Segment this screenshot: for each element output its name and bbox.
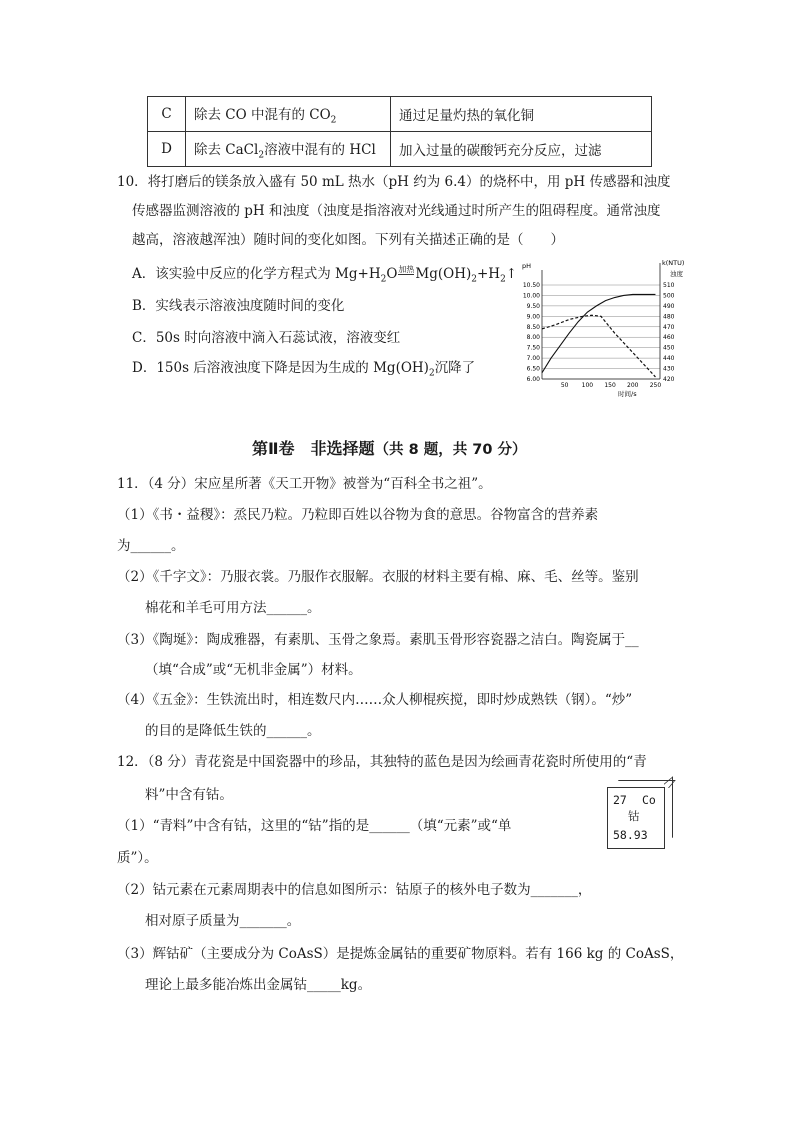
element-cell-side [664,776,673,845]
right-tick-label: 480 [663,313,675,321]
option-method: 通过足量灼热的氧化铜 [391,97,652,132]
q12-part3-line2: 理论上最多能冶炼出金属钴_____kg。 [145,977,372,993]
q12-part1-line2: 质”）。 [117,850,158,866]
right-axis-label: 浊度 [670,270,683,278]
q12-stem-line1: 12．（8 分）青花瓷是中国瓷器中的珍品，其独特的蓝色是因为绘画青花瓷时所使用的“青 [117,754,647,770]
q12-stem-line2: 料”中含有钴。 [145,787,233,803]
left-tick-label: 8.50 [526,323,540,331]
atomic-number: 27 [613,793,627,807]
right-tick-label: 490 [663,302,675,310]
condition-label: 加热 [398,265,415,274]
x-tick-label: 50 [560,382,569,389]
ph-turbidity-chart [515,255,695,400]
x-axis-label: 时间/s [618,390,637,398]
left-tick-label: 9.50 [526,302,540,310]
right-tick-label: 450 [663,344,675,352]
option-item: 除去 CaCl$_2$溶液中混有的 HCl [186,132,391,167]
right-tick-label: 420 [663,376,675,383]
right-tick-label: 440 [663,355,675,363]
q11-part2-line2: 棉花和羊毛可用方法______。 [145,600,321,616]
left-tick-label: 10.00 [522,292,540,300]
option-letter: D [148,132,186,167]
solid-series-line [542,294,655,372]
left-tick-label: 10.50 [522,282,540,289]
q12-part2-line2: 相对原子质量为_______。 [145,913,301,929]
right-tick-label: 500 [663,292,675,300]
x-tick-label: 250 [649,382,662,389]
q10-option-a: A．该实验中反应的化学方程式为 $Mg+H_2O$加热$Mg(OH)_2+H_2↑$ [132,265,518,285]
right-tick-label: 430 [663,365,675,373]
right-tick-label: 470 [663,323,675,331]
q10-option-b: B．实线表示溶液浊度随时间的变化 [132,298,345,314]
element-cell [607,787,665,849]
q11-part1-line1: （1）《书・益稷》：烝民乃粒。乃粒即百姓以谷物为食的意思。谷物富含的营养素 [117,507,599,523]
atomic-mass: 58.93 [613,828,648,842]
left-tick-label: 6.00 [526,376,540,383]
options-table [147,96,652,167]
q12-part1-line1: （1）“青料”中含有钴，这里的“钴”指的是______（填“元素”或“单 [117,818,512,834]
chart-series [542,294,655,377]
table-row [148,97,652,132]
left-axis-label: pH [522,262,532,270]
right-tick-label: 510 [663,282,675,289]
left-tick-label: 9.00 [526,313,540,321]
q10-option-d: D．150s 后溶液浊度下降是因为生成的 $Mg(OH)_2$沉降了 [132,360,476,379]
left-tick-label: 6.50 [526,365,540,373]
option-method: 加入过量的碳酸钙充分反应，过滤 [391,132,652,167]
q11-part2-line1: （2）《千字文》：乃服衣裳。乃服作衣服解。衣服的材料主要有棉、麻、毛、丝等。鉴别 [117,569,639,585]
q12-part3-line1: （3）辉钴矿（主要成分为 CoAsS）是提炼金属钴的重要矿物原料。若有 166 kg 的 CoAsS， [117,946,684,962]
chart-grid [542,285,660,379]
dashed-series-line [542,315,655,377]
x-tick-label: 100 [581,382,594,389]
element-symbol: Co [642,793,656,807]
x-tick-label: 150 [604,382,616,389]
q10-line1: 10．将打磨后的镁条放入盛有 50 mL 热水（pH 约为 6.4）的烧杯中，用 pH 传感器和浊度 [117,174,671,190]
section-heading: 第Ⅱ卷 非选择题（共 8 题，共 70 分） [252,439,527,458]
q11-part3-line2: （填“合成”或“无机非金属”）材料。 [145,662,362,678]
left-tick-label: 8.00 [526,334,540,342]
q12-part2-line1: （2）钴元素在元素周期表中的信息如图所示：钴原子的核外电子数为_______， [117,882,592,898]
option-letter: C [148,97,186,132]
q10-line2: 传感器监测溶液的 pH 和浊度（浊度是指溶液对光线通过时所产生的阻碍程度。通常浊度 [132,203,661,219]
q11-part4-line1: （4）《五金》：生铁流出时，相连数尺内……众人柳棍疾搅，即时炒成熟铁（钢）。“炒” [117,692,633,708]
left-tick-label: 7.00 [526,355,540,363]
table-row [148,132,652,167]
x-tick-label: 200 [627,382,639,389]
q11-part1-line2: 为______。 [117,538,185,554]
right-axis-label-top: k(NTU) [662,259,685,267]
q10-line3: 越高，溶液越浑浊）随时间的变化如图。下列有关描述正确的是（ ） [132,232,564,248]
chart-axes [542,263,660,379]
q11-part4-line2: 的目的是降低生铁的______。 [145,723,321,739]
option-item: 除去 CO 中混有的 $CO_2$ [186,97,391,132]
q10-option-c: C．50s 时向溶液中滴入石蕊试液，溶液变红 [132,330,401,346]
q11-stem: 11．（4 分）宋应星所著《天工开物》被誉为“百科全书之祖”。 [117,476,492,492]
q11-part3-line1: （3）《陶埏》：陶成雅器，有素肌、玉骨之象焉。素肌玉骨形容瓷器之洁白。陶瓷属于__ [117,632,639,648]
left-tick-label: 7.50 [526,344,540,352]
right-tick-label: 460 [663,334,675,342]
element-name: 钴 [628,809,640,823]
